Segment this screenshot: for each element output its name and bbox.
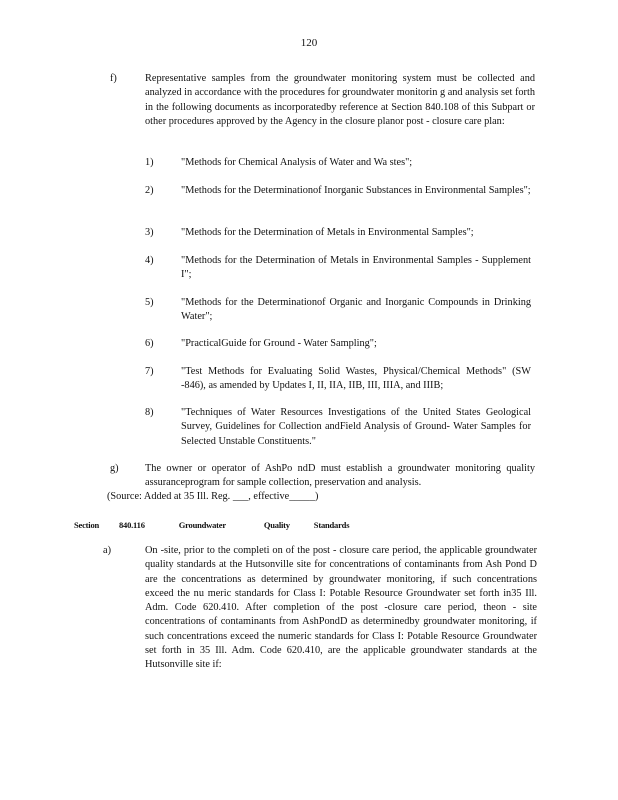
- source-note: (Source: Added at 35 Ill. Reg. ___, effective_____): [107, 491, 319, 502]
- list-item-number: 2): [145, 185, 154, 196]
- section-title-word: Standards: [313, 520, 350, 530]
- paragraph-g-marker: g): [110, 463, 119, 474]
- list-item-text: "Test Methods for Evaluating Solid Wastes, Physical/Chemical Methods" (SW -846), as amended by Updates I, II, IIA, IIB, III, IIIA, and IIIB;: [181, 366, 531, 392]
- paragraph-f-marker: f): [110, 73, 117, 84]
- section-label: Section: [74, 520, 100, 530]
- paragraph-a-text: On -site, prior to the completi on of the post - closure care period, the applicable groundwater quality standards at the Hutsonville site for concentrations of contaminants from Ash Pond D are the concentrations as determined by groundwater monitoring, if such concentrations exceed the nu meric standards for Class I: Potable Resource Groundwater set forth in35 Ill. Adm. Code 620.410. After completion of the post -closure care period, theon - site concentrations of contaminants from AshPondD as determinedby groundwater monitoring, if such concentrations exceed the numeric standards for Class I: Potable Resource Groundwater set forth in 35 Ill. Adm. Code 620.410, are the applicable groundwater standards at the Hutsonville site if:: [145, 545, 537, 671]
- list-item-text: "Techniques of Water Resources Investigations of the United States Geological Survey, Guidelines for Collection andField Analysis of Ground- Water Samples for Selected Unstable Constituents.": [181, 407, 531, 447]
- section-title-word: Quality: [263, 520, 290, 530]
- section-title-word: Groundwater: [178, 520, 226, 530]
- list-item-text: "Methods for the Determinationof Organic and Inorganic Compounds in Drinking Water";: [181, 297, 531, 323]
- paragraph-f-text: Representative samples from the groundwater monitoring system must be collected and analyzed in accordance with the procedures for groundwater monitorin g and analysis set forth in the following documents as incorporatedby reference at Section 840.108 of this Subpart or other procedures approved by the Agency in the closure planor post - closure care plan:: [145, 73, 535, 127]
- list-item-number: 5): [145, 297, 154, 308]
- list-item-number: 3): [145, 227, 154, 238]
- page-number: 120: [300, 37, 318, 49]
- section-number: 840.116: [118, 520, 145, 530]
- list-item-number: 8): [145, 407, 154, 418]
- list-item-number: 4): [145, 255, 154, 266]
- section-heading: [74, 518, 349, 532]
- list-item-number: 7): [145, 366, 154, 377]
- paragraph-g-text: The owner or operator of AshPo ndD must establish a groundwater monitoring quality assuranceprogram for sample collection, preservation and analysis.: [145, 463, 535, 489]
- list-item-text: "Methods for the Determinationof Inorganic Substances in Environmental Samples";: [181, 185, 531, 196]
- list-item-text: "Methods for the Determination of Metals in Environmental Samples - Supplement I";: [181, 255, 531, 281]
- list-item-text: "PracticalGuide for Ground - Water Sampling";: [181, 338, 377, 349]
- list-item-number: 6): [145, 338, 154, 349]
- paragraph-a-marker: a): [103, 545, 111, 556]
- list-item-text: "Methods for Chemical Analysis of Water and Wa stes";: [181, 157, 413, 168]
- list-item-number: 1): [145, 157, 154, 168]
- list-item-text: "Methods for the Determination of Metals in Environmental Samples";: [181, 227, 474, 238]
